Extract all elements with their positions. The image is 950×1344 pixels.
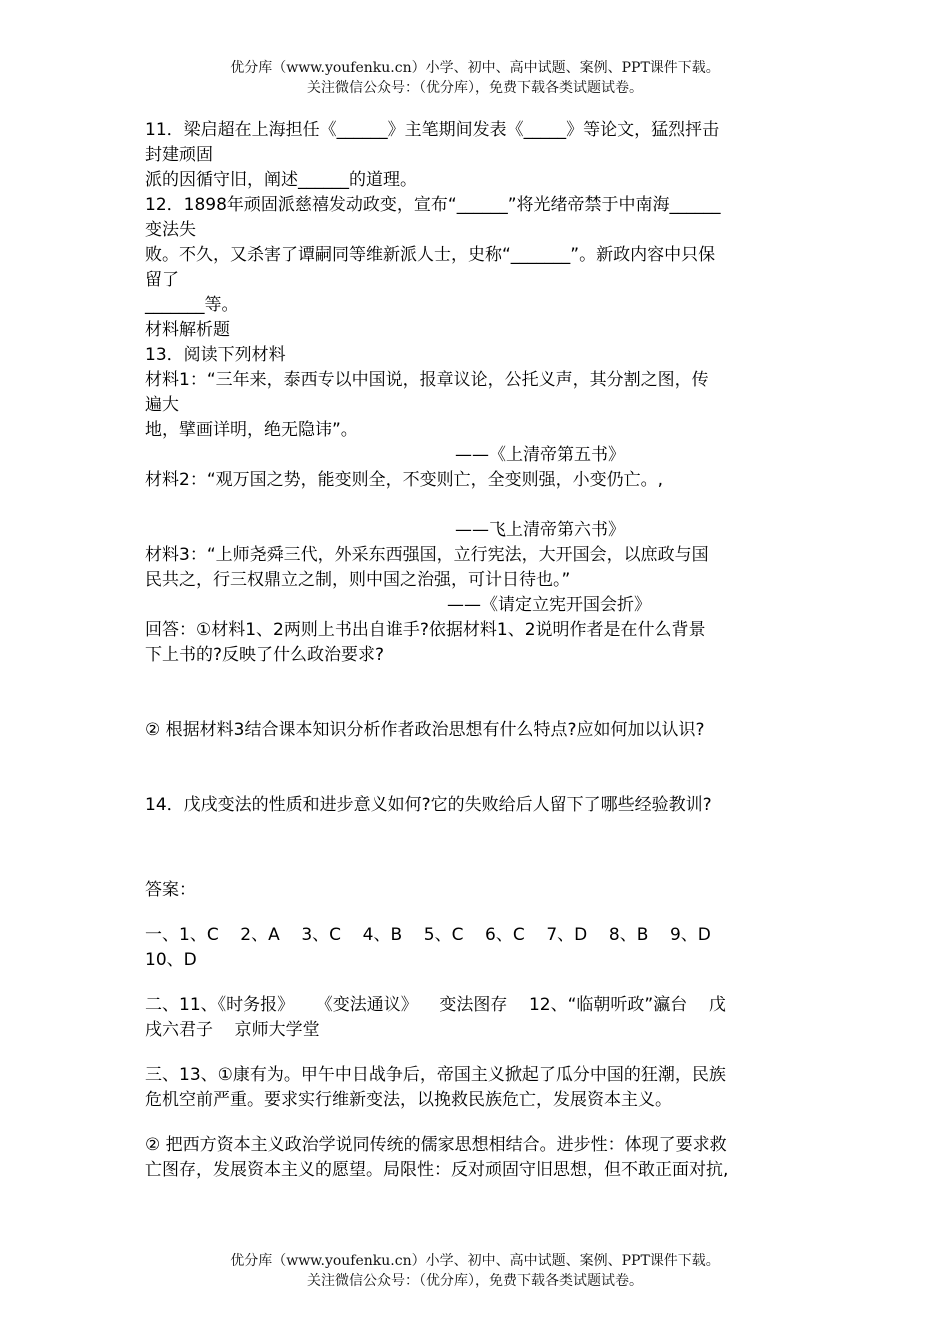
material-3-source: ——《请定立宪开国会折》 [447,595,651,615]
footer-line-2: 关注微信公众号：（优分库），免费下载各类试题试卷。 [307,1273,643,1289]
material-2-source: ——飞上清帝第六书》 [455,520,625,540]
page-header [0,58,950,98]
q12-line-3: 败。不久，又杀害了谭嗣同等维新派人士，史称“_______”。新政内容中只保 [145,245,716,265]
q14: 14．戊戌变法的性质和进步意义如何?它的失败给后人留下了哪些经验教训? [145,795,712,815]
answers-part3-line-2: 危机空前严重。要求实行维新变法，以挽救民族危亡，发展资本主义。 [145,1090,672,1110]
q11-line-2: 封建顽固 [145,145,213,165]
q12-line-2: 变法失 [145,220,196,240]
question-1-line-2: 下上书的?反映了什么政治要求? [145,645,385,665]
answers-part2-line-2: 戌六君子 京师大学堂 [145,1020,320,1040]
answers-part2-line-1: 二、11、《时务报》 《变法通议》 变法图存 12、“临朝听政”瀛台 戊 [145,995,726,1015]
material-2-line-1: 材料2：“观万国之势，能变则全，不变则亡，全变则强，小变仍亡。, [145,470,664,490]
header-line-1: 优分库（www.youfenku.cn）小学、初中、高中试题、案例、PPT课件下载。 [230,60,720,76]
question-2: ② 根据材料3结合课本知识分析作者政治思想有什么特点?应如何加以认识? [145,720,705,740]
q11-line-3: 派的因循守旧，阐述______的道理。 [145,170,417,190]
header-line-2: 关注微信公众号：（优分库），免费下载各类试题试卷。 [307,80,643,96]
footer-line-1: 优分库（www.youfenku.cn）小学、初中、高中试题、案例、PPT课件下载。 [230,1253,720,1269]
material-1-line-2: 遍大 [145,395,179,415]
q12-line-1: 12．1898年顽固派慈禧发动政变，宣布“______”将光绪帝禁于中南海______ [145,195,721,215]
q12-line-5: _______等。 [145,295,239,315]
q11-line-1: 11．梁启超在上海担任《______》主笔期间发表《_____》等论文，猛烈抨击 [145,120,720,140]
question-1-line-1: 回答：①材料1、2两则上书出自谁手?依据材料1、2说明作者是在什么背景 [145,620,706,640]
answers-part1-line-2: 10、D [145,950,197,970]
material-1-source: ——《上清帝第五书》 [455,445,625,465]
material-1-line-1: 材料1：“三年来，泰西专以中国说，报章议论，公托义声，其分割之图，传 [145,370,709,390]
answers-part4-line-1: ② 把西方资本主义政治学说同传统的儒家思想相结合。进步性：体现了要求救 [145,1135,727,1155]
material-1-line-3: 地，擘画详明，绝无隐讳”。 [145,420,358,440]
answers-part4-line-2: 亡图存，发展资本主义的愿望。局限性：反对顽固守旧思想，但不敢正面对抗, [145,1160,729,1180]
page-footer [0,1251,950,1291]
answers-part1-line-1: 一、1、C 2、A 3、C 4、B 5、C 6、C 7、D 8、B 9、D [145,925,711,945]
q12-line-4: 留了 [145,270,179,290]
material-3-line-2: 民共之，行三权鼎立之制，则中国之治强，可计日待也。” [145,570,571,590]
section-title: 材料解析题 [145,320,230,340]
q13-intro: 13．阅读下列材料 [145,345,286,365]
material-3-line-1: 材料3：“上师尧舜三代，外采东西强国，立行宪法，大开国会，以庶政与国 [145,545,709,565]
document-body [145,118,810,1183]
answers-part3-line-1: 三、13、①康有为。甲午中日战争后，帝国主义掀起了瓜分中国的狂潮，民族 [145,1065,726,1085]
answers-title: 答案： [145,880,196,900]
